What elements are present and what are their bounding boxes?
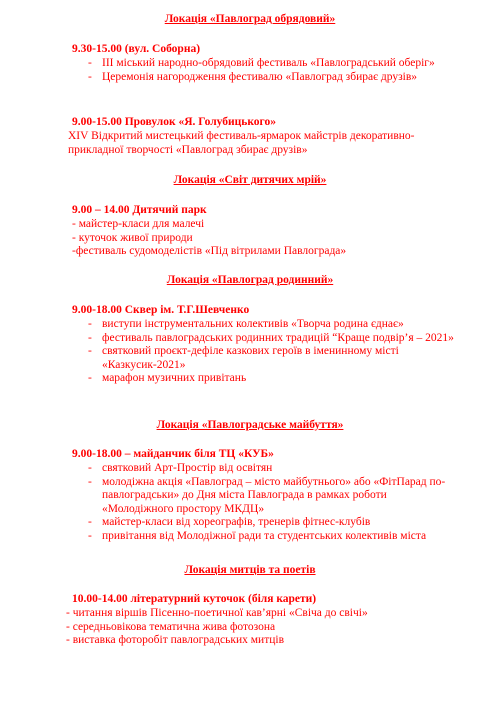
list-item: - молодіжна акція «Павлоград – місто майбутнього» або «ФітПарад по-павлоградськи» до Дня міста Павлограда в рамках роботи «Молодіжного простору МКДЦ» (88, 475, 446, 515)
event-list (72, 462, 492, 543)
section-heading-maibuttya: Локація «Павлоградське майбуття» (156, 419, 344, 431)
list-item: - святковий проєкт-дефіле казкових героїв в іменинному місті «Казкусик-2021» (88, 345, 399, 371)
event-line: - майстер-класи для малечі (72, 218, 205, 230)
event-line: - читання віршів Пісенно-поетичної кав’ярні «Свіча до свічі» (66, 607, 368, 619)
list-item: - виступи інструментальних колективів «Творча родина єднає» (88, 318, 404, 330)
event-block-dytyachyi-park (72, 203, 492, 259)
list-item: - святковий Арт-Простір від освітян (88, 462, 273, 474)
event-time-title: 10.00-14.00 літературний куточок (біля карети) (72, 593, 317, 605)
event-line: -фестиваль судомоделістів «Під вітрилами Павлограда» (72, 245, 347, 257)
list-item: - марафон музичних привітань (88, 372, 247, 384)
event-line: XIV Відкритий мистецький фестиваль-ярмарок майстрів декоративно- (68, 130, 415, 142)
event-block-literaturnyi-kutochok (66, 592, 486, 648)
event-block-holubytskoho (68, 115, 492, 157)
event-line: - куточок живої природи (72, 231, 193, 244)
list-item: - ІІІ міський народно-обрядовий фестиваль «Павлоградський оберіг» (88, 57, 435, 69)
event-time-title: 9.00-18.00 – майданчик біля ТЦ «КУБ» (72, 448, 274, 460)
event-time-title: 9.30-15.00 (вул. Соборна) (72, 43, 201, 55)
section-heading-obryadovyi: Локація «Павлоград обрядовий» (164, 13, 336, 25)
event-block-skver-shevchenko (72, 303, 492, 386)
event-line: - виставка фоторобіт павлоградських митців (66, 634, 285, 646)
event-list (72, 318, 492, 386)
event-time-title: 9.00 – 14.00 Дитячий парк (72, 204, 207, 216)
section-heading-svit-dytyachykh-mriy: Локація «Світ дитячих мрій» (173, 174, 327, 186)
event-list (72, 57, 492, 84)
event-time-title: 9.00-18.00 Сквер ім. Т.Г.Шевченко (72, 304, 250, 316)
list-item: - майстер-класи від хореографів, тренерів фітнес-клубів (88, 516, 371, 528)
event-block-tc-kub (72, 447, 492, 543)
section-heading-rodynnyi: Локація «Павлоград родинний» (166, 274, 334, 286)
event-line: прикладної творчості «Павлоград збирає друзів» (68, 143, 308, 156)
event-time-title: 9.00-15.00 Провулок «Я. Голубицького» (72, 116, 276, 128)
section-heading-myttsi-poety: Локація митців та поетів (184, 564, 316, 576)
list-item: - привітання від Молодіжної ради та студентських колективів міста (88, 529, 427, 542)
event-block-soborna (72, 42, 492, 84)
list-item: - Церемонія нагородження фестивалю «Павлоград збирає друзів» (88, 70, 418, 83)
event-line: - середньовікова тематична жива фотозона (66, 620, 276, 633)
list-item: - фестиваль павлоградських родинних традицій “Краще подвір’я – 2021» (88, 331, 454, 344)
